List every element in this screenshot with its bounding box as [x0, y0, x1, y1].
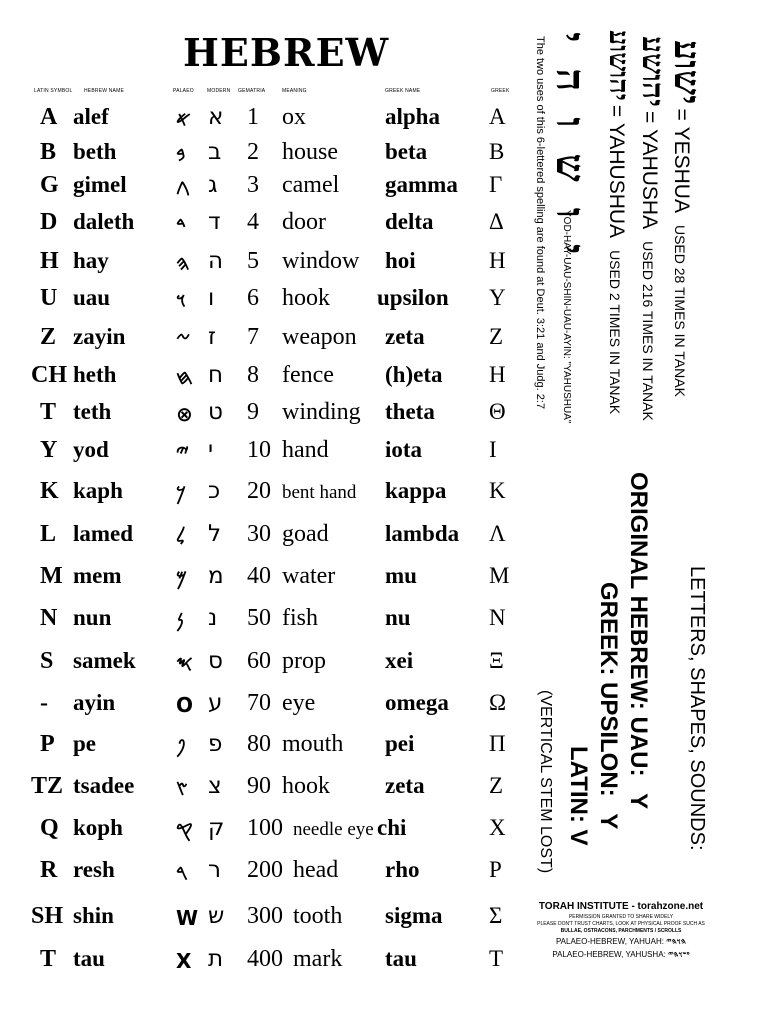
greek-letter-cell: Θ [489, 399, 506, 424]
modern-letter-cell: ל [208, 521, 222, 547]
modern-letter-cell: ח [208, 362, 224, 388]
greek-name-cell: rho [385, 857, 420, 882]
greek-letter-cell: Δ [489, 209, 504, 234]
greek-name-cell: pei [385, 731, 415, 756]
modern-letter-cell: ש [208, 903, 225, 929]
hebrew-name-cell: resh [73, 857, 115, 882]
table-row [0, 773, 520, 809]
palaeo-letter-cell: 𐤂 [176, 175, 190, 199]
hebrew-name-cell: lamed [73, 521, 134, 546]
yahusha-text: = YAHUSHA [638, 111, 661, 230]
palaeo-letter-cell: 𐤍 [176, 608, 184, 632]
table-row [0, 946, 520, 982]
meaning-cell: mark [293, 946, 343, 972]
latin-symbol-cell: H [40, 248, 59, 274]
meaning-cell: door [282, 209, 326, 235]
latin-symbol-cell: Q [40, 815, 59, 841]
gematria-cell: 20 [247, 478, 271, 504]
latin-symbol-cell: T [40, 399, 57, 425]
palaeo-letter-cell: 𐤅 [176, 288, 186, 312]
yeshua-line [666, 40, 708, 397]
greek-name-cell: sigma [385, 903, 443, 928]
latin-v-line: LATIN: V [565, 746, 592, 846]
table-row [0, 605, 520, 641]
table-row [0, 209, 520, 245]
meaning-cell: mouth [282, 731, 344, 757]
meaning-cell: prop [282, 648, 326, 674]
latin-symbol-cell: D [40, 209, 58, 235]
greek-name-cell: chi [377, 815, 407, 840]
gematria-cell: 400 [247, 946, 283, 972]
table-row [0, 139, 520, 175]
gematria-cell: 30 [247, 521, 271, 547]
footer-artifacts: BULLAE, OSTRACONS, PARCHMENTS / SCROLLS [560, 928, 682, 934]
letters-shapes-sounds: LETTERS, SHAPES, SOUNDS: [686, 566, 708, 851]
greek-name-cell: hoi [385, 248, 416, 273]
latin-symbol-cell: Z [40, 324, 57, 350]
greek-letter-cell: P [489, 857, 502, 882]
modern-letter-cell: ט [208, 399, 223, 425]
yahushua-line [603, 30, 634, 414]
hebrew-name-cell: heth [73, 362, 117, 387]
palaeo-letter-cell: 𐤋 [176, 524, 186, 548]
table-row [0, 478, 520, 514]
greek-letter-cell: B [489, 139, 505, 164]
greek-letter-cell: N [489, 605, 506, 630]
upsilon-glyph: Y [595, 813, 622, 830]
palaeo-letter-cell: 𐤀 [176, 107, 191, 131]
palaeo-letter-cell: ⊗ [176, 402, 193, 426]
greek-letter-cell: Π [489, 731, 506, 756]
greek-letter-cell: A [489, 104, 506, 129]
meaning-cell: needle eye [293, 819, 374, 840]
greek-name-cell: iota [385, 437, 423, 462]
greek-name-cell: lambda [385, 521, 460, 546]
gematria-cell: 6 [247, 285, 259, 311]
greek-letter-cell: T [489, 946, 504, 971]
gematria-cell: 3 [247, 172, 259, 198]
gematria-cell: 40 [247, 563, 271, 589]
meaning-cell: winding [282, 399, 361, 425]
table-row [0, 324, 520, 360]
modern-letter-cell: ת [208, 946, 224, 972]
hebrew-name-cell: shin [73, 903, 114, 928]
footer-permission: PERMISSION GRANTED TO SHARE WIDELY [568, 914, 674, 920]
palaeo-letter-cell: 𐤆 [176, 327, 191, 351]
yahusha-note: USED 216 TIMES IN TANAK [640, 241, 656, 421]
meaning-cell: hook [282, 773, 330, 799]
footer-trust: PLEASE DON'T TRUST CHARTS, LOOK AT PHYSICAL PROOF SUCH AS [537, 921, 705, 927]
greek-letter-cell: H [489, 248, 506, 273]
gematria-cell: 5 [247, 248, 259, 274]
greek-name-cell: xei [385, 648, 414, 673]
table-row [0, 248, 520, 284]
table-row [0, 857, 520, 893]
greek-letter-cell: I [489, 437, 497, 462]
greek-letter-cell: Y [489, 285, 506, 310]
greek-letter-cell: Λ [489, 521, 506, 546]
latin-symbol-cell: R [40, 857, 58, 883]
original-hebrew-label: ORIGINAL HEBREW: UAU: [625, 472, 652, 777]
latin-symbol-cell: G [40, 172, 59, 198]
table-row [0, 690, 520, 726]
table-row [0, 521, 520, 557]
gematria-cell: 60 [247, 648, 271, 674]
header-modern: MODERN [207, 88, 231, 94]
header-meaning: MEANING [282, 88, 307, 94]
yahushua-note: USED 2 TIMES IN TANAK [607, 250, 623, 415]
meaning-cell: fence [282, 362, 334, 388]
gematria-cell: 1 [247, 104, 259, 130]
palaeo-letter-cell: 𐤐 [176, 734, 186, 758]
modern-letter-cell: כ [208, 478, 221, 504]
page-title: HEBREW [183, 30, 390, 75]
modern-letter-cell: ע [208, 690, 223, 716]
greek-name-cell: beta [385, 139, 428, 164]
gematria-cell: 70 [247, 690, 271, 716]
greek-letter-cell: M [489, 563, 510, 588]
hebrew-name-cell: samek [73, 648, 136, 673]
header-greek: GREEK [491, 88, 510, 94]
latin-symbol-cell: N [40, 605, 58, 631]
palaeo-yahusha-label: PALAEO-HEBREW, YAHUSHA: [552, 950, 666, 959]
latin-symbol-cell: - [40, 690, 48, 716]
footer-org: TORAH INSTITUTE - torahzone.net [538, 901, 704, 912]
table-row [0, 648, 520, 684]
header-latin-symbol: LATIN SYMBOL [34, 88, 73, 94]
meaning-cell: window [282, 248, 360, 274]
table-row [0, 399, 520, 435]
greek-name-cell: omega [385, 690, 449, 715]
latin-symbol-cell: L [40, 521, 57, 547]
hebrew-name-cell: pe [73, 731, 96, 756]
gematria-cell: 8 [247, 362, 259, 388]
table-row [0, 285, 520, 321]
original-hebrew-line [624, 472, 652, 809]
modern-letter-cell: נ [208, 605, 218, 631]
greek-name-cell: mu [385, 563, 417, 588]
table-row [0, 362, 520, 398]
table-row [0, 563, 520, 599]
palaeo-letter-cell: 𐤎 [176, 651, 193, 675]
modern-letter-cell: ס [208, 648, 223, 674]
hebrew-name-cell: kaph [73, 478, 123, 503]
footer-palaeo-yahuah [528, 937, 714, 947]
meaning-cell: weapon [282, 324, 357, 350]
greek-name-cell: nu [385, 605, 411, 630]
palaeo-letter-cell: 𐤒 [176, 818, 193, 842]
hebrew-name-cell: mem [73, 563, 122, 588]
palaeo-letter-cell: 𐤇 [176, 365, 193, 389]
latin-symbol-cell: Y [40, 437, 58, 463]
latin-symbol-cell: U [40, 285, 58, 311]
palaeo-letter-cell: 𐤄 [176, 251, 190, 275]
hebrew-name-cell: zayin [73, 324, 126, 349]
greek-upsilon-line [594, 582, 622, 829]
greek-name-cell: (h)eta [385, 362, 443, 387]
greek-letter-cell: X [489, 815, 506, 840]
gematria-cell: 300 [247, 903, 283, 929]
footer-palaeo-yahusha [528, 950, 714, 960]
two-uses-note: The two uses of this 6-lettered spelling are found at Deut. 3:21 and Judg. 2:7 [534, 36, 546, 410]
table-row [0, 815, 520, 851]
greek-upsilon-label: GREEK: UPSILON: [595, 582, 622, 797]
meaning-cell: head [293, 857, 339, 883]
yeshua-hebrew: ישוע [666, 40, 708, 105]
greek-name-cell: kappa [385, 478, 447, 503]
palaeo-letter-cell: X [176, 949, 192, 973]
greek-name-cell: theta [385, 399, 435, 424]
palaeo-letter-cell: 𐤃 [176, 212, 186, 236]
greek-name-cell: upsilon [377, 285, 449, 310]
yahushua-text: = YAHUSHUA [605, 104, 628, 239]
latin-symbol-cell: SH [31, 903, 64, 929]
modern-letter-cell: מ [208, 563, 224, 589]
palaeo-letter-cell: 𐤌 [176, 566, 187, 590]
latin-symbol-cell: TZ [31, 773, 64, 799]
hebrew-name-cell: ayin [73, 690, 116, 715]
meaning-cell: house [282, 139, 338, 165]
hebrew-name-cell: tau [73, 946, 105, 971]
modern-letter-cell: ו [208, 285, 215, 311]
palaeo-letter-cell: 𐤉 [176, 440, 189, 464]
table-row [0, 731, 520, 767]
gematria-cell: 200 [247, 857, 283, 883]
yahushua-hebrew: יהושוע [603, 30, 634, 101]
hebrew-name-cell: alef [73, 104, 109, 129]
uau-glyph: Y [625, 793, 652, 810]
hebrew-name-cell: teth [73, 399, 112, 424]
gematria-cell: 2 [247, 139, 259, 165]
latin-symbol-cell: K [40, 478, 59, 504]
gematria-cell: 10 [247, 437, 271, 463]
big-letters: י ו ש ו ה י [547, 32, 594, 261]
yeshua-note: USED 28 TIMES IN TANAK [672, 224, 688, 397]
latin-symbol-cell: A [40, 104, 58, 130]
latin-symbol-cell: M [40, 563, 63, 589]
vertical-stem-lost: (VERTICAL STEM LOST) [537, 690, 554, 874]
palaeo-yahuah-label: PALAEO-HEBREW, YAHUAH: [555, 937, 664, 946]
meaning-cell: ox [282, 104, 306, 130]
modern-letter-cell: י [208, 437, 214, 463]
gematria-cell: 4 [247, 209, 259, 235]
latin-symbol-cell: B [40, 139, 57, 165]
greek-letter-cell: Z [489, 773, 504, 798]
modern-letter-cell: ז [208, 324, 216, 350]
hebrew-name-cell: beth [73, 139, 117, 164]
modern-letter-cell: פ [208, 731, 223, 757]
gematria-cell: 9 [247, 399, 259, 425]
meaning-cell: camel [282, 172, 340, 198]
latin-symbol-cell: P [40, 731, 55, 757]
yeshua-text: = YESHUA [670, 108, 693, 213]
latin-symbol-cell: CH [31, 362, 67, 388]
table-row [0, 172, 520, 208]
gematria-cell: 90 [247, 773, 271, 799]
gematria-cell: 7 [247, 324, 259, 350]
greek-letter-cell: Γ [489, 172, 503, 197]
meaning-cell: eye [282, 690, 316, 716]
gematria-cell: 80 [247, 731, 271, 757]
modern-letter-cell: צ [208, 773, 222, 799]
hebrew-name-cell: koph [73, 815, 123, 840]
modern-letter-cell: ר [208, 857, 221, 883]
header-palaeo: PALAEO [173, 88, 194, 94]
header-gematria: GEMATRIA [238, 88, 266, 94]
modern-letter-cell: ב [208, 139, 222, 165]
table-row [0, 903, 520, 939]
hebrew-name-cell: gimel [73, 172, 127, 197]
meaning-cell: bent hand [282, 482, 357, 503]
palaeo-letter-cell: O [176, 693, 194, 717]
palaeo-letter-cell: 𐤁 [176, 142, 186, 166]
header-hebrew-name: HEBREW NAME [84, 88, 124, 94]
hebrew-name-cell: tsadee [73, 773, 135, 798]
gematria-cell: 50 [247, 605, 271, 631]
hebrew-name-cell: nun [73, 605, 112, 630]
meaning-cell: tooth [293, 903, 343, 929]
greek-letter-cell: H [489, 362, 506, 387]
greek-letter-cell: Ω [489, 690, 507, 715]
gematria-cell: 100 [247, 815, 283, 841]
palaeo-letter-cell: 𐤑 [176, 776, 188, 800]
modern-letter-cell: ה [208, 248, 224, 274]
meaning-cell: goad [282, 521, 329, 547]
greek-name-cell: zeta [385, 773, 425, 798]
greek-name-cell: alpha [385, 104, 440, 129]
hebrew-name-cell: hay [73, 248, 109, 273]
greek-letter-cell: K [489, 478, 506, 503]
palaeo-letter-cell: W [176, 906, 199, 930]
modern-letter-cell: ד [208, 209, 221, 235]
meaning-cell: water [282, 563, 336, 589]
modern-letter-cell: ק [208, 815, 225, 841]
meaning-cell: hand [282, 437, 329, 463]
palaeo-yahusha-glyph: 𐤏𐤔𐤅𐤄𐤉 [668, 950, 690, 959]
greek-letter-cell: Σ [489, 903, 503, 928]
latin-symbol-cell: T [40, 946, 57, 972]
palaeo-letter-cell: 𐤓 [176, 860, 188, 884]
greek-name-cell: delta [385, 209, 434, 234]
modern-letter-cell: א [208, 104, 224, 130]
spelled-out: YOD-HAY-UAU-SHIN-UAU-AYIN: "YAHUSHUA" [561, 210, 572, 424]
meaning-cell: hook [282, 285, 330, 311]
latin-symbol-cell: S [40, 648, 54, 674]
hebrew-name-cell: uau [73, 285, 111, 310]
palaeo-letter-cell: 𐤊 [176, 481, 186, 505]
yahusha-line [635, 36, 670, 421]
table-row [0, 437, 520, 473]
hebrew-name-cell: yod [73, 437, 109, 462]
greek-letter-cell: Z [489, 324, 504, 349]
greek-letter-cell: Ξ [489, 648, 504, 673]
header-greek-name: GREEK NAME [385, 88, 421, 94]
table-row [0, 104, 520, 140]
yahusha-hebrew: יהושע [635, 36, 670, 108]
modern-letter-cell: ג [208, 172, 218, 198]
palaeo-yahuah-glyph: 𐤄𐤅𐤄𐤉 [666, 937, 687, 946]
meaning-cell: fish [282, 605, 318, 631]
greek-name-cell: tau [385, 946, 417, 971]
greek-name-cell: gamma [385, 172, 458, 197]
greek-name-cell: zeta [385, 324, 425, 349]
hebrew-name-cell: daleth [73, 209, 135, 234]
